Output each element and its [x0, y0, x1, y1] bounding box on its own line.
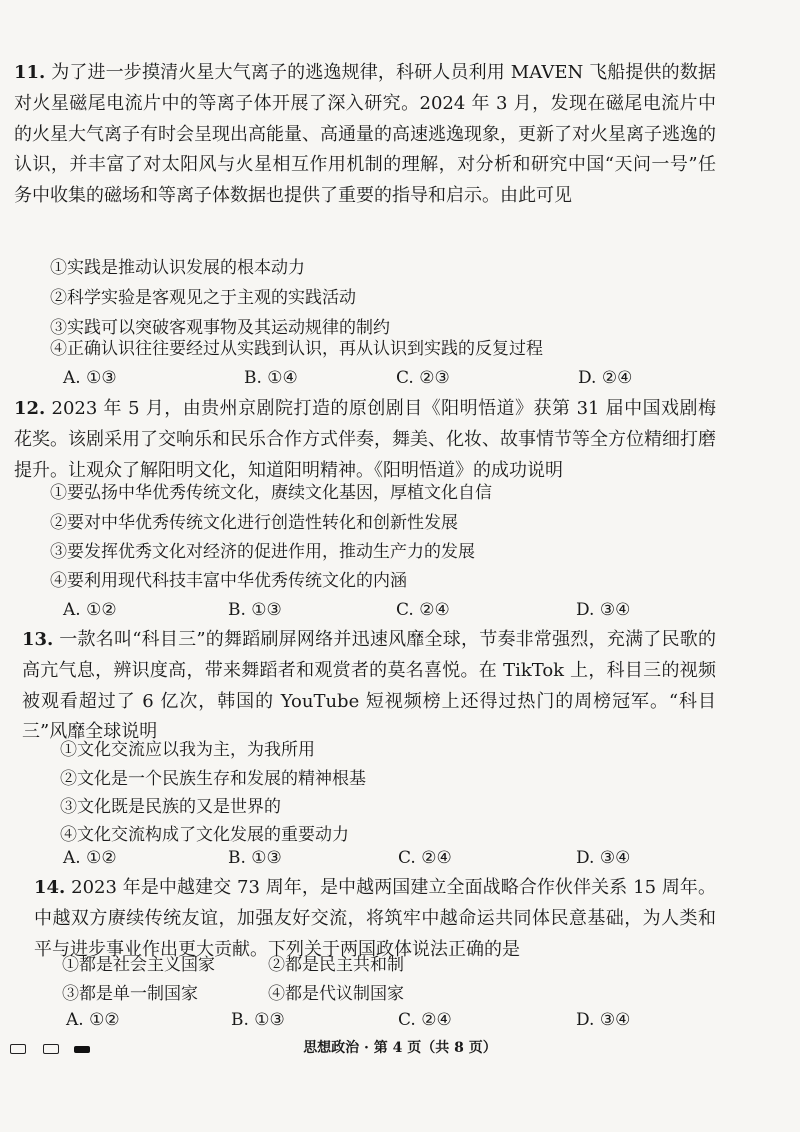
option-1: ①都是社会主义国家	[62, 955, 215, 975]
choices-row	[0, 843, 800, 873]
choice-a[interactable]: A. ①②	[63, 600, 117, 620]
question-number: 12.	[14, 398, 46, 419]
option-3: ③文化既是民族的又是世界的	[60, 797, 281, 817]
choice-c[interactable]: C. ②④	[396, 600, 450, 620]
option-1: ①要弘扬中华优秀传统文化，赓续文化基因，厚植文化自信	[50, 483, 492, 503]
choice-d[interactable]: D. ②④	[578, 368, 633, 388]
option-2: ②文化是一个民族生存和发展的精神根基	[60, 769, 366, 789]
page-footer: 思想政治 · 第 4 页（共 8 页）	[303, 1040, 497, 1056]
choice-b[interactable]: B. ①③	[228, 600, 282, 620]
question-12-stem	[14, 394, 716, 486]
choice-a[interactable]: A. ①③	[63, 368, 117, 388]
choice-c[interactable]: C. ②④	[398, 848, 452, 868]
question-13-stem	[22, 625, 716, 748]
option-1: ①实践是推动认识发展的根本动力	[50, 258, 305, 278]
question-text: 2023 年是中越建交 73 周年，是中越两国建立全面战略合作伙伴关系 15 周年。中越双方赓续传统友谊，加强友好交流，将筑牢中越命运共同体民意基础，为人类和平与进步事业作出更大贡献。下列关于两国政体说法正确的是	[34, 877, 716, 960]
choice-a[interactable]: A. ①②	[66, 1010, 120, 1030]
option-3: ③实践可以突破客观事物及其运动规律的制约	[50, 318, 390, 338]
option-2: ②要对中华优秀传统文化进行创造性转化和创新性发展	[50, 513, 458, 533]
option-2: ②科学实验是客观见之于主观的实践活动	[50, 288, 356, 308]
choice-b[interactable]: B. ①④	[244, 368, 298, 388]
choice-b[interactable]: B. ①③	[231, 1010, 285, 1030]
question-number: 13.	[22, 629, 54, 650]
question-text: 2023 年 5 月，由贵州京剧院打造的原创剧目《阳明悟道》获第 31 届中国戏剧梅花奖。该剧采用了交响乐和民乐合作方式伴奏，舞美、化妆、故事情节等全方位精细打磨提升。让观众了解阳明文化，知道阳明精神。《阳明悟道》的成功说明	[14, 398, 716, 481]
question-number: 11.	[14, 62, 46, 83]
choice-c[interactable]: C. ②③	[396, 368, 450, 388]
option-2: ②都是民主共和制	[268, 955, 404, 975]
choices-row	[0, 1005, 800, 1035]
choice-d[interactable]: D. ③④	[576, 600, 631, 620]
choice-b[interactable]: B. ①③	[228, 848, 282, 868]
option-4: ④正确认识往往要经过从实践到认识，再从认识到实践的反复过程	[50, 339, 543, 359]
choice-d[interactable]: D. ③④	[576, 1010, 631, 1030]
choices-row	[0, 363, 800, 393]
choice-c[interactable]: C. ②④	[398, 1010, 452, 1030]
option-3: ③要发挥优秀文化对经济的促进作用，推动生产力的发展	[50, 542, 475, 562]
option-4: ④要利用现代科技丰富中华优秀传统文化的内涵	[50, 571, 407, 591]
choice-d[interactable]: D. ③④	[576, 848, 631, 868]
question-11-stem	[14, 58, 716, 212]
option-4: ④都是代议制国家	[268, 984, 404, 1004]
question-text: 一款名叫“科目三”的舞蹈刷屏网络并迅速风靡全球，节奏非常强烈，充满了民歌的高亢气息，辨识度高，带来舞蹈者和观赏者的莫名喜悦。在 TikTok 上，科目三的视频被观看超过了 6 亿次，韩国的 YouTube 短视频榜上还得过热门的周榜冠军。“科目三”风靡全球说明	[22, 629, 716, 743]
choices-row	[0, 595, 800, 625]
question-number: 14.	[34, 877, 66, 898]
option-4: ④文化交流构成了文化发展的重要动力	[60, 825, 349, 845]
option-3: ③都是单一制国家	[62, 984, 198, 1004]
choice-a[interactable]: A. ①②	[63, 848, 117, 868]
question-text: 为了进一步摸清火星大气离子的逃逸规律，科研人员利用 MAVEN 飞船提供的数据对火星磁尾电流片中的等离子体开展了深入研究。2024 年 3 月，发现在磁尾电流片中的火星大气离子有时会呈现出高能量、高通量的高速逃逸现象，更新了对火星离子逃逸的认识，并丰富了对太阳风与火星相互作用机制的理解，对分析和研究中国“天问一号”任务中收集的磁场和等离子体数据也提供了重要的指导和启示。由此可见	[14, 62, 716, 207]
option-1: ①文化交流应以我为主，为我所用	[60, 740, 315, 760]
